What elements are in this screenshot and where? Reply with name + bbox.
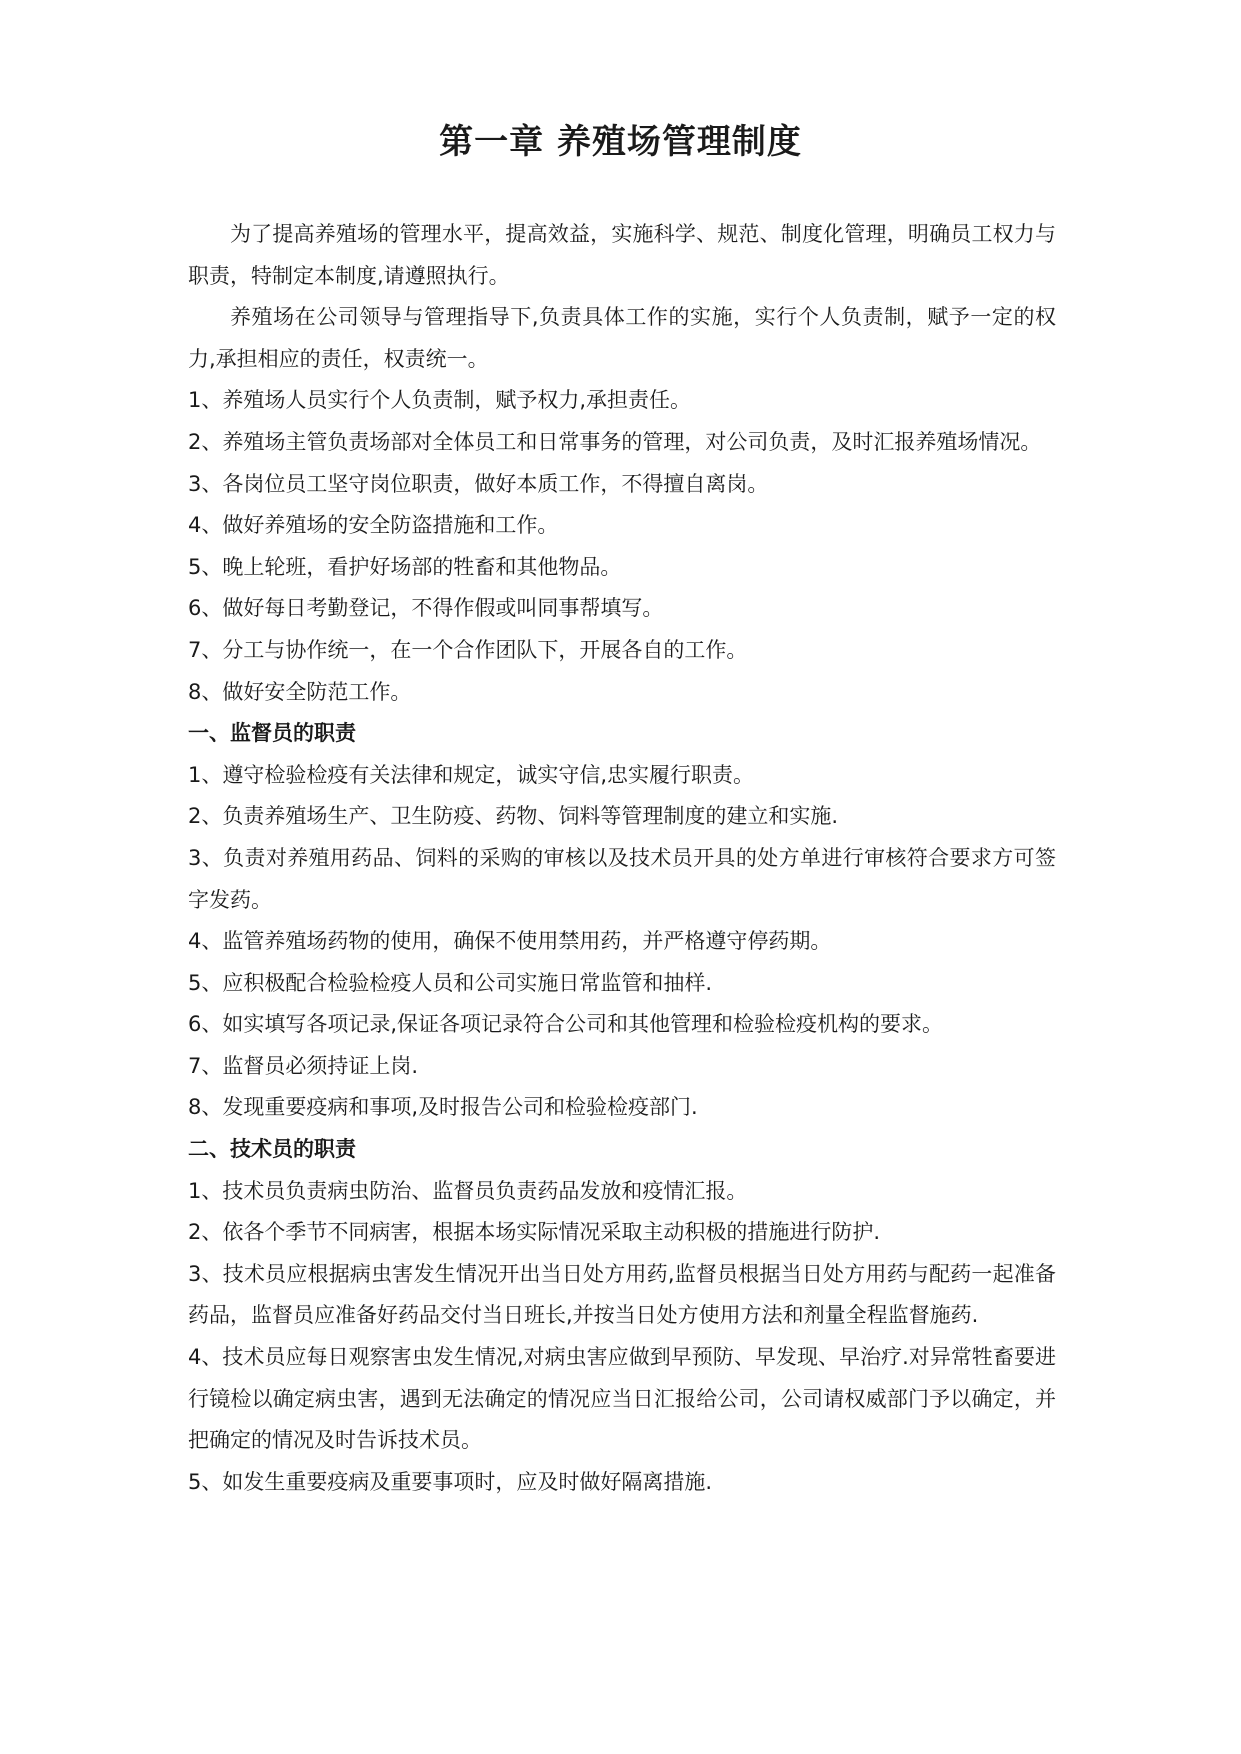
general-rule-item: 4、做好养殖场的安全防盗措施和工作。 xyxy=(188,513,559,538)
technician-duty-item: 1、技术员负责病虫防治、监督员负责药品发放和疫情汇报。 xyxy=(188,1178,748,1203)
general-rule-item: 8、做好安全防范工作。 xyxy=(188,679,412,704)
section-heading-supervisor: 一、监督员的职责 xyxy=(188,721,356,746)
supervisor-duty-item: 6、如实填写各项记录,保证各项记录符合公司和其他管理和检验检疫机构的要求。 xyxy=(188,1012,944,1037)
general-rule-item: 2、养殖场主管负责场部对全体员工和日常事务的管理，对公司负责，及时汇报养殖场情况。 xyxy=(188,429,1042,454)
technician-duty-item: 3、技术员应根据病虫害发生情况开出当日处方用药,监督员根据当日处方用药与配药一起准备药品，监督员应准备好药品交付当日班长,并按当日处方使用方法和剂量全程监督施药. xyxy=(188,1261,1056,1328)
chapter-title: 第一章 养殖场管理制度 xyxy=(439,122,802,162)
technician-duty-item: 5、如发生重要疫病及重要事项时，应及时做好隔离措施. xyxy=(188,1469,713,1494)
supervisor-duty-item: 2、负责养殖场生产、卫生防疫、药物、饲料等管理制度的建立和实施. xyxy=(188,804,839,829)
general-rule-item: 1、养殖场人员实行个人负责制，赋予权力,承担责任。 xyxy=(188,388,692,413)
technician-duty-item: 2、依各个季节不同病害，根据本场实际情况采取主动积极的措施进行防护. xyxy=(188,1220,881,1245)
general-rule-item: 7、分工与协作统一，在一个合作团队下，开展各自的工作。 xyxy=(188,637,748,662)
supervisor-duty-item: 3、负责对养殖用药品、饲料的采购的审核以及技术员开具的处方单进行审核符合要求方可签字发药。 xyxy=(188,845,1056,912)
document-body xyxy=(188,214,1056,1503)
supervisor-duty-item: 1、遵守检验检疫有关法律和规定，诚实守信,忠实履行职责。 xyxy=(188,762,755,787)
supervisor-duty-item: 8、发现重要疫病和事项,及时报告公司和检验检疫部门. xyxy=(188,1095,698,1120)
general-rule-item: 3、各岗位员工坚守岗位职责，做好本质工作，不得擅自离岗。 xyxy=(188,471,769,496)
technician-duty-item: 4、技术员应每日观察害虫发生情况,对病虫害应做到早预防、早发现、早治疗.对异常牲畜要进行镜检以确定病虫害，遇到无法确定的情况应当日汇报给公司，公司请权威部门予以确定，并把确定的情况及时告诉技术员。 xyxy=(188,1345,1056,1453)
general-rule-item: 6、做好每日考勤登记，不得作假或叫同事帮填写。 xyxy=(188,596,664,621)
general-rule-item: 5、晚上轮班，看护好场部的牲畜和其他物品。 xyxy=(188,554,622,579)
supervisor-duty-item: 4、监管养殖场药物的使用，确保不使用禁用药，并严格遵守停药期。 xyxy=(188,929,832,954)
supervisor-duty-item: 5、应积极配合检验检疫人员和公司实施日常监管和抽样. xyxy=(188,970,713,995)
section-heading-technician: 二、技术员的职责 xyxy=(188,1137,356,1162)
intro-paragraph: 养殖场在公司领导与管理指导下,负责具体工作的实施，实行个人负责制，赋予一定的权力,承担相应的责任，权责统一。 xyxy=(188,305,1056,371)
intro-paragraph: 为了提高养殖场的管理水平，提高效益，实施科学、规范、制度化管理，明确员工权力与职责，特制定本制度,请遵照执行。 xyxy=(188,222,1056,288)
supervisor-duty-item: 7、监督员必须持证上岗. xyxy=(188,1053,419,1078)
